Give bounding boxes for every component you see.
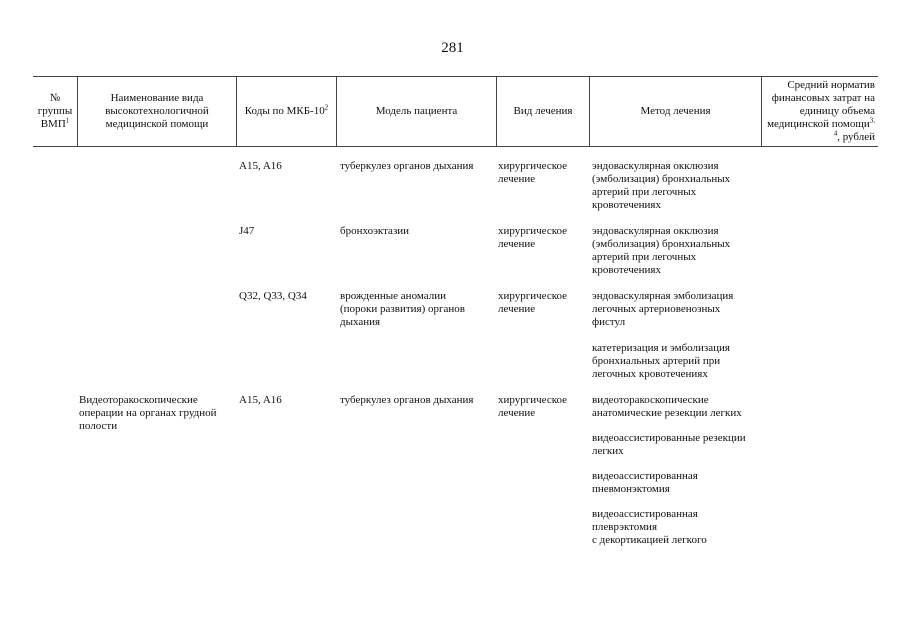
header-cost-norm-text: Средний норматив финансовых затрат на единицу объема медицинской помощи <box>767 79 875 130</box>
row1-icd-codes: A15, A16 <box>239 160 282 172</box>
row5-patient-model: туберкулез органов дыхания <box>340 394 474 406</box>
row2-patient-model: бронхоэктазии <box>340 225 410 237</box>
header-patient-model <box>336 77 496 146</box>
header-group-no <box>33 77 77 146</box>
header-icd-codes-sup: 2 <box>324 103 329 112</box>
row2-treatment-method: эндоваскулярная окклюзия (эмболизация) бронхиальных артерий при легочных кровотечениях <box>592 225 731 276</box>
row3-treatment-type: хирургическое лечение <box>498 290 568 315</box>
header-treatment-type <box>496 77 589 146</box>
header-cost-norm <box>761 77 878 146</box>
header-treatment-type-text: Вид лечения <box>513 105 573 117</box>
row1-patient-model: туберкулез органов дыхания <box>340 160 474 172</box>
row1-treatment-method: эндоваскулярная окклюзия (эмболизация) бронхиальных артерий при легочных кровотечениях <box>592 160 731 211</box>
row8-treatment-method: видеоассистированная плеврэктомия с декортикацией легкого <box>592 508 707 546</box>
header-treatment-method-text: Метод лечения <box>640 105 711 117</box>
header-vmp-name <box>77 77 236 146</box>
row4-treatment-method: катетеризация и эмболизация бронхиальных артерий при легочных кровотечениях <box>592 342 730 380</box>
page-number: 281 <box>441 40 464 56</box>
header-cost-norm-tail: , рублей <box>837 131 875 143</box>
header-cost-norm-sup: 3, 4 <box>833 116 875 138</box>
vmp-table <box>33 76 878 147</box>
row7-treatment-method: видеоассистированная пневмонэктомия <box>592 470 698 495</box>
row2-icd-codes: J47 <box>239 225 255 237</box>
header-icd-codes <box>236 77 336 146</box>
row5-icd-codes: A15, A16 <box>239 394 282 406</box>
row2-treatment-type: хирургическое лечение <box>498 225 568 250</box>
header-icd-codes-text: Коды по МКБ-10 <box>244 105 325 117</box>
row5-vmp-name: Видеоторакоскопические операции на органах грудной полости <box>79 394 217 432</box>
row6-treatment-method: видеоассистированные резекции легких <box>592 432 746 457</box>
header-vmp-name-text: Наименование вида высокотехнологичной медицинской помощи <box>105 92 209 130</box>
header-patient-model-text: Модель пациента <box>375 105 458 117</box>
row3-icd-codes: Q32, Q33, Q34 <box>239 290 307 302</box>
header-group-no-text: № группы ВМП <box>37 92 73 130</box>
row5-treatment-method: видеоторакоскопические анатомические резекции легких <box>592 394 742 419</box>
row3-treatment-method: эндоваскулярная эмболизация легочных артериовенозных фистул <box>592 290 734 328</box>
header-treatment-method <box>589 77 761 146</box>
row5-treatment-type: хирургическое лечение <box>498 394 568 419</box>
header-group-no-sup: 1 <box>65 116 70 125</box>
table-header <box>33 77 878 147</box>
row3-patient-model: врожденные аномалии (пороки развития) органов дыхания <box>340 290 465 328</box>
row1-treatment-type: хирургическое лечение <box>498 160 568 185</box>
